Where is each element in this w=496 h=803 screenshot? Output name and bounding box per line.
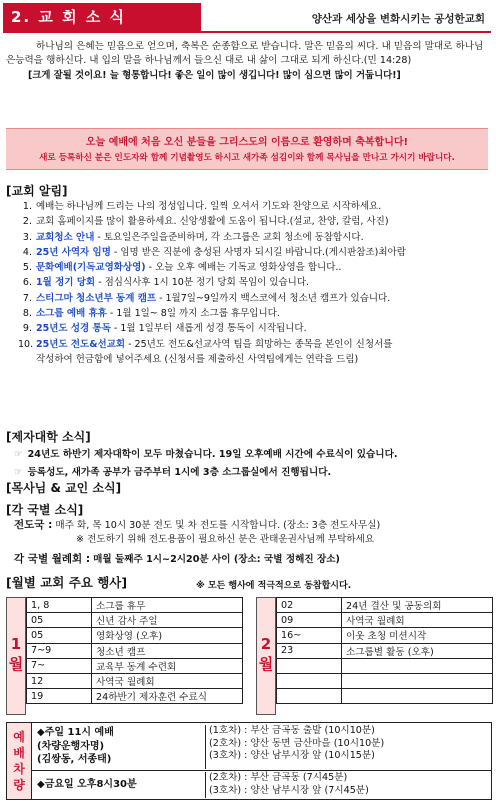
schedule-note: ※ 모든 행사에 적극적으로 동참합시다. [196,581,352,591]
bus-divider [31,770,491,771]
missions-heading: [각 국별 소식] [6,503,84,517]
notice-number: 10. [18,338,34,350]
schedule-date: 05 [27,613,92,628]
notice-number: 3. [22,231,32,243]
notice-text: - 1월7일~9일까지 백스코에서 청소년 캠프가 있습니다. [156,292,391,304]
meeting-text: 매월 둘째주 1시~2시20분 사이 (장소: 국별 정해진 장소) [93,554,340,565]
evangelism-note: ※ 전도하기 위해 전도용품이 필요하신 분은 관태운권사님께 부탁하세요 [76,534,375,545]
notice-highlight: 소그룹 예배 휴휴 [36,308,107,320]
notice-text: - 오늘 오후 예배는 기독교 영화상영을 합니다.. [145,262,342,274]
notice-highlight: 스티그마 청소년부 동계 캠프 [36,292,157,304]
schedule-event: 신년 감사 주일 [92,613,243,628]
notice-text: - 임명 받은 직분에 충성된 사명자 되시길 바랍니다.(게시판참조)최아람 [110,246,406,258]
schedule-event: 24년 결산 및 공동의회 [342,598,493,613]
schedule-date: 05 [27,628,92,643]
verse-text: 하나님의 은혜는 믿음으로 얻으며, 축복은 순종함으로 받습니다. 말은 믿음의 씨다. 내 믿음의 말대로 하나님은능력을 행하신다. 내 입의 말을 하나님께서 들으신 대로 내 삶이 그대로 되게 하신다.(민 14:28) [6,41,484,66]
header-rule [3,31,491,33]
notice-item [18,321,488,336]
evangelism-text: 매주 화, 목 10시 30분 전도 및 차 전도를 시작합니다. (장소: 3층 전도사무실) [55,520,381,531]
schedule-event: 영화상영 (오후) [92,628,243,643]
notice-item [18,199,488,214]
notices-list [18,199,488,367]
schedule-row [277,598,493,613]
schedule-event: 사역국 월례회 [342,613,493,628]
welcome-line-1: 오늘 예배에 처음 오신 분들을 그리스도의 이름으로 환영하며 축복합니다! [85,137,409,148]
notice-text: - 1월 1일~ 8일 까지 소그룹 휴무입니다. [106,308,280,320]
pointing-hand-icon: ☞ [14,467,23,478]
notice-highlight: 25년 사역자 임명 [36,246,111,258]
church-tagline: 양산과 세상을 변화시키는 공성한교회 [311,13,485,25]
worship-bus-box [6,722,492,800]
month-february-label: 2월 [256,597,276,715]
missions-block [14,518,490,567]
pastor-news-heading: [목사님 & 교인 소식] [6,481,122,495]
notice-number: 6. [22,277,32,289]
verse-declaration: [크게 잘될 것이요! 늘 형통합니다! 좋은 일이 많이 생깁니다! 많이 심으면 많이 거둡니다!] [28,70,401,81]
schedule-row [277,643,493,658]
notice-number: 7. [22,292,32,304]
notice-number: 1. [22,201,32,212]
discipleship-heading: [제자대학 소식] [6,430,91,444]
schedule-row [27,628,243,643]
notice-highlight: 문화예배(기독교영화상영) [36,262,146,274]
month-january-label: 1월 [6,597,26,715]
schedule-event: 소그룹별 활동 (오후) [342,643,493,658]
notice-number: 8. [22,308,32,320]
schedule-event [342,673,493,688]
notice-highlight: 1월 정기 당회 [36,277,96,289]
schedule-row [27,613,243,628]
schedule-row [277,658,493,673]
welcome-line-2: 새로 등록하신 분은 인도자와 함께 기념촬영도 하시고 새가족 섬김이와 함께 목사님을 만나고 가시기 바랍니다. [39,153,455,163]
schedule-row [277,673,493,688]
schedule-row [27,598,243,613]
schedule-date: 23 [277,643,342,658]
schedule-row [27,658,243,673]
notice-item [18,291,488,306]
notice-number: 4. [22,246,32,258]
section-header [3,3,491,33]
sunday-routes [205,725,495,769]
schedule-event: 이웃 초청 미션시작 [342,628,493,643]
notice-item [18,337,488,352]
verse-block [6,40,488,83]
schedule-date [277,658,342,673]
schedule-row [277,628,493,643]
discipleship-item: ☞ 24년도 하반기 제자대학이 모두 마쳤습니다. 19일 오후예배 시간에 수료식이 있습니다. [14,449,398,460]
notice-item [18,275,488,290]
bus-label: 예 배 차 량 [7,723,32,799]
notice-text: - 1월 1일부터 새롭게 성경 통독이 시작됩니다. [110,323,307,335]
schedule-event: 소그룹 휴무 [92,598,243,613]
schedule-date [277,689,342,704]
schedule-event [342,658,493,673]
section-title: 2. 교 회 소 식 [3,3,201,31]
schedule-row [277,613,493,628]
discipleship-item: ☞ 등록성도, 새가족 공부가 금주부터 1시에 3층 소그룹실에서 진행됩니다. [14,467,332,478]
schedule-date [277,673,342,688]
schedule-event: 청소년 캠프 [92,643,243,658]
schedule-event: 교육부 동계 수련회 [92,658,243,673]
schedule-date: 12 [27,673,92,688]
notice-item [18,230,488,245]
notice-text: 교회 홈페이지를 많이 활용하세요. 신앙생활에 도움이 됩니다.(설교, 찬양, 칼럼, 사진) [36,216,389,228]
notice-number: 2. [22,216,32,228]
evangelism-label: 전도국 : [14,519,53,531]
notice-text: - 점심식사후 1시 10분 정기 당회 목임이 있습니다. [95,277,310,289]
notice-text: - 25년도 전도&선교사역 팀을 희망하는 종목을 본인이 신청서를 [125,338,393,350]
sunday-service-info: ◆주일 11시 예배 (차량운행자명) (김쌍동, 서종태) [37,727,114,765]
notices-heading: [교회 알림] [6,184,68,198]
schedule-date: 1, 8 [27,598,92,613]
schedule-date: 19 [27,689,92,704]
schedule-row [277,689,493,704]
friday-service-info: ◆금요일 오후8시30분 [37,779,137,790]
february-schedule-table [276,597,493,704]
notice-number: 9. [22,323,32,335]
schedule-row [27,643,243,658]
notice-highlight: 25년도 성경 통독 [36,323,111,335]
welcome-banner [6,128,488,170]
notice-highlight: 25년도 전도&선교회 [36,338,126,350]
schedule-date: 02 [277,598,342,613]
meeting-row [14,552,490,567]
route-line: (2호차) : 부산 금곡동 (7시45분) [209,772,348,783]
schedule-date: 7~9 [27,643,92,658]
notice-item [18,245,488,260]
january-schedule-table [26,597,243,704]
schedule-event: 24하반기 제자훈련 수료식 [92,689,243,704]
notice-item [18,306,488,321]
notice-highlight: 교회청소 안내 [36,231,95,243]
evangelism-row [14,518,490,533]
schedule-event: 사역국 월례회 [92,673,243,688]
meeting-label: 각 국별 월례회 : [14,553,91,565]
notice-text: 예배는 하나님께 드리는 나의 정성입니다. 일찍 오셔서 기도와 찬양으로 시작하세요. [36,201,382,212]
schedule-date: 09 [277,613,342,628]
notice-text: - 토요일은주일을준비하며, 각 소그룹은 교회 청소에 동참합시다. [94,231,364,243]
pointing-hand-icon: ☞ [14,449,23,460]
route-line: (2호차) : 양산 동면 금산마을 (10시10분) [209,737,385,749]
notice-item [18,260,488,275]
schedule-row [27,673,243,688]
friday-routes [205,772,495,798]
schedule-title: [월별 교회 주요 행사] [6,575,128,590]
schedule-date: 7~ [27,658,92,673]
schedule-date: 16~ [277,628,342,643]
route-line: (1호차) : 부산 금곡동 출발 (10시10분) [209,725,375,736]
route-line: (3호차) : 양산 남부시장 앞 (10시15분) [209,750,375,761]
route-line: (3호차) : 양산 남부시장 앞 (7시45분) [209,784,369,796]
schedule-row [27,689,243,704]
notice-item [18,214,488,229]
schedule-event [342,689,493,704]
notice-number: 5. [22,262,32,274]
notice-continuation: 작성하여 헌금함에 넣어주세요 (신청서를 제출하신 사역팀에게는 연락을 드림) [36,353,359,365]
discipleship-list [14,446,484,482]
